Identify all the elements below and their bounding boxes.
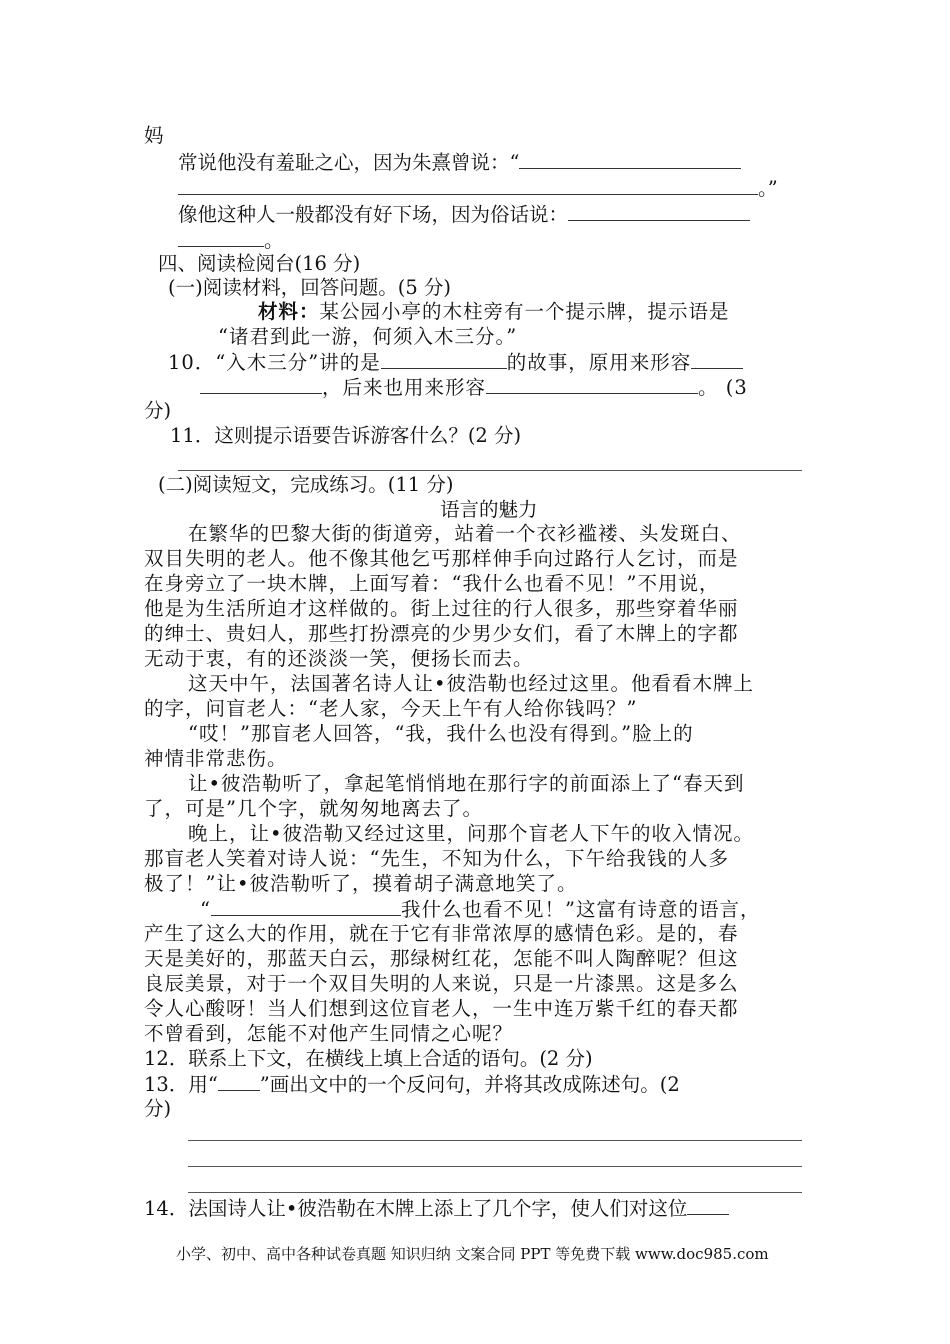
essay-line: [200, 897, 760, 922]
text-span: 像他这种人一般都没有好下场，因为俗话说：: [178, 203, 569, 226]
essay-line: 无动于衷，有的还淡淡一笑，便扬长而去。: [144, 647, 534, 670]
blank-line[interactable]: [381, 350, 507, 369]
essay-line: 神情非常悲伤。: [144, 747, 288, 770]
text-span: 的故事，原用来形容: [506, 351, 692, 374]
essay-line: 天是美好的，那蓝天白云，那绿树红花，怎能不叫人陶醉呢？但这: [144, 947, 739, 970]
essay-line: 良辰美景，对于一个双目失明的人来说，只是一片漆黑。这是多么: [144, 972, 739, 995]
essay-line: 不曾看到，怎能不对他产生同情之心呢？: [144, 1022, 514, 1045]
text-line: 妈: [144, 124, 164, 147]
text-line: 分): [144, 1097, 172, 1120]
essay-line: 这天中午，法国著名诗人让•彼浩勒也经过这里。他看看木牌上: [188, 672, 755, 695]
blank-line[interactable]: [519, 150, 741, 169]
text-span: 常说他没有羞耻之心，因为朱熹曾说：“: [178, 151, 520, 174]
text-span: 。 (3: [698, 376, 748, 399]
material-line: [258, 300, 730, 324]
part-heading: (一)阅读材料，回答问题。(5 分): [168, 276, 452, 299]
essay-line: 的字，问盲老人：“老人家，今天上午有人给你钱吗？”: [144, 697, 638, 720]
essay-line: 双目失明的老人。他不像其他乞丐那样伸手向过路行人乞讨，而是: [144, 547, 739, 570]
question-12: 12．联系上下文，在横线上填上合适的语句。(2 分): [144, 1047, 593, 1070]
text-span: 。”: [758, 177, 778, 200]
answer-line[interactable]: [188, 1166, 802, 1167]
blank-line[interactable]: [486, 375, 698, 394]
part-heading: (二)阅读短文，完成练习。(11 分): [158, 473, 454, 496]
blank-line[interactable]: [178, 176, 758, 195]
blank-line: [218, 1072, 260, 1091]
text-span: ”画出文中的一个反问句，并将其改成陈述句。(2: [259, 1073, 680, 1096]
text-span: “: [200, 898, 211, 921]
text-line: [178, 228, 284, 253]
essay-line: “哎！”那盲老人回答，“我，我什么也没有得到。”脸上的: [188, 722, 694, 745]
question-11: 11．这则提示语要告诉游客什么？(2 分): [170, 424, 522, 447]
blank-line[interactable]: [200, 375, 322, 394]
essay-line: 让•彼浩勒听了，拿起笔悄悄地在那行字的前面添上了“春天到: [188, 772, 745, 795]
material-text: 某公园小亭的木柱旁有一个提示牌，提示语是: [319, 300, 730, 323]
answer-line[interactable]: [188, 1140, 802, 1141]
blank-line[interactable]: [178, 228, 264, 247]
essay-line: 他是为生活所迫才这样做的。街上过往的行人很多，那些穿着华丽: [144, 597, 739, 620]
material-label: 材料：: [258, 300, 320, 323]
essay-title: 语言的魅力: [440, 498, 538, 521]
answer-line[interactable]: [188, 1192, 802, 1193]
question-14: [144, 1196, 729, 1221]
blank-line[interactable]: [211, 897, 401, 916]
question-13: [144, 1072, 680, 1097]
essay-line: 了，可是”几个字，就匆匆地离去了。: [144, 797, 483, 820]
text-span: 我什么也看不见！”这富有诗意的语言，: [400, 898, 761, 921]
question-10-cont: [200, 375, 748, 400]
text-span: 。: [264, 229, 284, 252]
question-10: [168, 350, 743, 375]
text-line: [178, 202, 750, 227]
essay-line: 极了！”让•彼浩勒听了，摸着胡子满意地笑了。: [144, 872, 578, 895]
text-span: 14．法国诗人让•彼浩勒在木牌上添上了几个字，使人们对这位: [144, 1197, 688, 1220]
section-heading: 四、阅读检阅台(16 分): [158, 252, 361, 275]
text-line: 分): [144, 399, 172, 422]
essay-line: 在身旁立了一块木牌，上面写着：“我什么也看不见！”不用说，: [144, 572, 720, 595]
essay-line: 在繁华的巴黎大街的街道旁，站着一个衣衫褴褛、头发斑白、: [188, 522, 742, 545]
essay-line: 那盲老人笑着对诗人说：“先生，不知为什么，下午给我钱的人多: [144, 847, 729, 870]
blank-line[interactable]: [568, 202, 750, 221]
essay-line: 令人心酸呀！当人们想到这位盲老人，一生中连万紫千红的春天都: [144, 997, 739, 1020]
text-line: [178, 176, 778, 201]
text-span: ，后来也用来形容: [322, 376, 487, 399]
essay-line: 的绅士、贵妇人，那些打扮漂亮的少男少女们，看了木牌上的字都: [144, 622, 739, 645]
text-line: [178, 150, 741, 175]
material-quote: “诸君到此一游，何须入木三分。”: [218, 325, 518, 348]
text-span: 13．用“: [144, 1073, 218, 1096]
blank-line[interactable]: [687, 1196, 729, 1215]
essay-line: 产生了这么大的作用，就在于它有非常浓厚的感情色彩。是的，春: [144, 922, 739, 945]
answer-line[interactable]: [178, 470, 802, 471]
blank-line[interactable]: [691, 350, 743, 369]
text-span: 10．“入木三分”讲的是: [168, 351, 381, 374]
page-footer: 小学、初中、高中各种试卷真题 知识归纳 文案合同 PPT 等免费下载 www.doc985.com: [176, 1245, 769, 1263]
essay-line: 晚上，让•彼浩勒又经过这里，问那个盲老人下午的收入情况。: [188, 822, 755, 845]
